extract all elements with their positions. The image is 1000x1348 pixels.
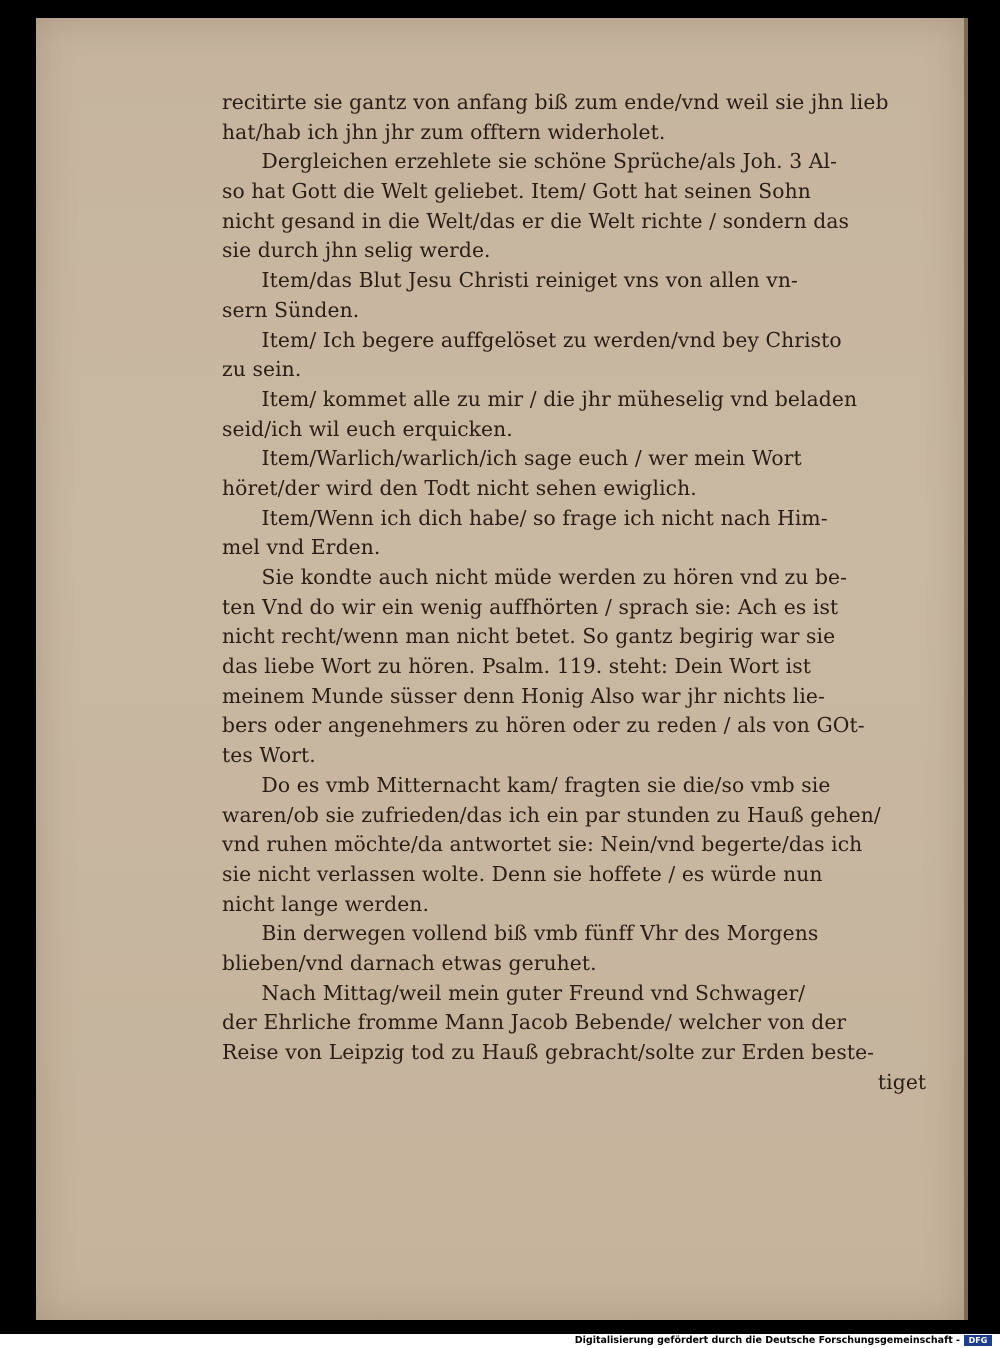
text-line: sern Sünden. xyxy=(222,297,360,322)
text-line: nicht gesand in die Welt/das er die Welt richte / sondern das xyxy=(222,208,850,233)
text-line: Dergleichen erzehlete sie schöne Sprüche/als Joh. 3 Al- xyxy=(261,149,838,174)
text-line: höret/der wird den Todt nicht sehen ewiglich. xyxy=(222,475,697,500)
text-line: ten Vnd do wir ein wenig auffhörten / sprach sie: Ach es ist xyxy=(222,594,839,619)
footer xyxy=(0,1334,1000,1348)
text-line: sie durch jhn selig werde. xyxy=(222,238,491,263)
text-line: bers oder angenehmers zu hören oder zu reden / als von GOt- xyxy=(222,713,865,738)
text-line: recitirte sie gantz von anfang biß zum ende/vnd weil sie jhn lieb xyxy=(222,90,889,114)
text-line: Item/Wenn ich dich habe/ so frage ich nicht nach Him- xyxy=(261,505,828,530)
text-line: das liebe Wort zu hören. Psalm. 119. steht: Dein Wort ist xyxy=(222,654,812,679)
text-line: Item/ Ich begere auffgelöset zu werden/vnd bey Christo xyxy=(261,327,842,352)
catchword: tiget xyxy=(877,1069,927,1094)
text-line: sie nicht verlassen wolte. Denn sie hoffete / es würde nun xyxy=(222,861,823,886)
text-line: mel vnd Erden. xyxy=(222,535,381,560)
funding-credit: Digitalisierung gefördert durch die Deutsche Forschungsgemeinschaft - xyxy=(574,1335,960,1346)
text-line: so hat Gott die Welt geliebet. Item/ Gott hat seinen Sohn xyxy=(222,179,811,204)
text-line: nicht recht/wenn man nicht betet. So gantz begirig war sie xyxy=(222,624,836,649)
text-line: blieben/vnd darnach etwas geruhet. xyxy=(222,950,597,975)
text-line: Sie kondte auch nicht müde werden zu hören vnd zu be- xyxy=(261,565,848,589)
text-line: nicht lange werden. xyxy=(222,891,430,916)
page-text xyxy=(222,88,942,1097)
text-line: Item/Warlich/warlich/ich sage euch / wer mein Wort xyxy=(261,446,802,471)
text-line: Nach Mittag/weil mein guter Freund vnd Schwager/ xyxy=(261,980,806,1005)
text-line: Item/ kommet alle zu mir / die jhr müheselig vnd beladen xyxy=(261,386,858,411)
dfg-logo: DFG xyxy=(964,1335,992,1346)
text-line: Item/das Blut Jesu Christi reiniget vns von allen vn- xyxy=(261,268,798,293)
text-line: der Ehrliche fromme Mann Jacob Bebende/ welcher von der xyxy=(222,1010,847,1035)
text-line: Do es vmb Mitternacht kam/ fragten sie die/so vmb sie xyxy=(261,772,831,797)
text-line: meinem Munde süsser denn Honig Also war jhr nichts lie- xyxy=(222,683,825,708)
page-edge xyxy=(964,18,968,1320)
text-line: Reise von Leipzig tod zu Hauß gebracht/solte zur Erden beste- xyxy=(222,1040,875,1064)
text-line: vnd ruhen möchte/da antwortet sie: Nein/vnd begerte/das ich xyxy=(222,832,863,857)
text-line: zu sein. xyxy=(222,357,302,382)
text-line: seid/ich wil euch erquicken. xyxy=(222,416,513,441)
text-line: tes Wort. xyxy=(222,743,316,768)
text-line: hat/hab ich jhn jhr zum offtern widerholet. xyxy=(222,119,666,144)
text-line: Bin derwegen vollend biß vmb fünff Vhr des Morgens xyxy=(261,921,819,946)
text-line: waren/ob sie zufrieden/das ich ein par stunden zu Hauß gehen/ xyxy=(222,802,881,827)
